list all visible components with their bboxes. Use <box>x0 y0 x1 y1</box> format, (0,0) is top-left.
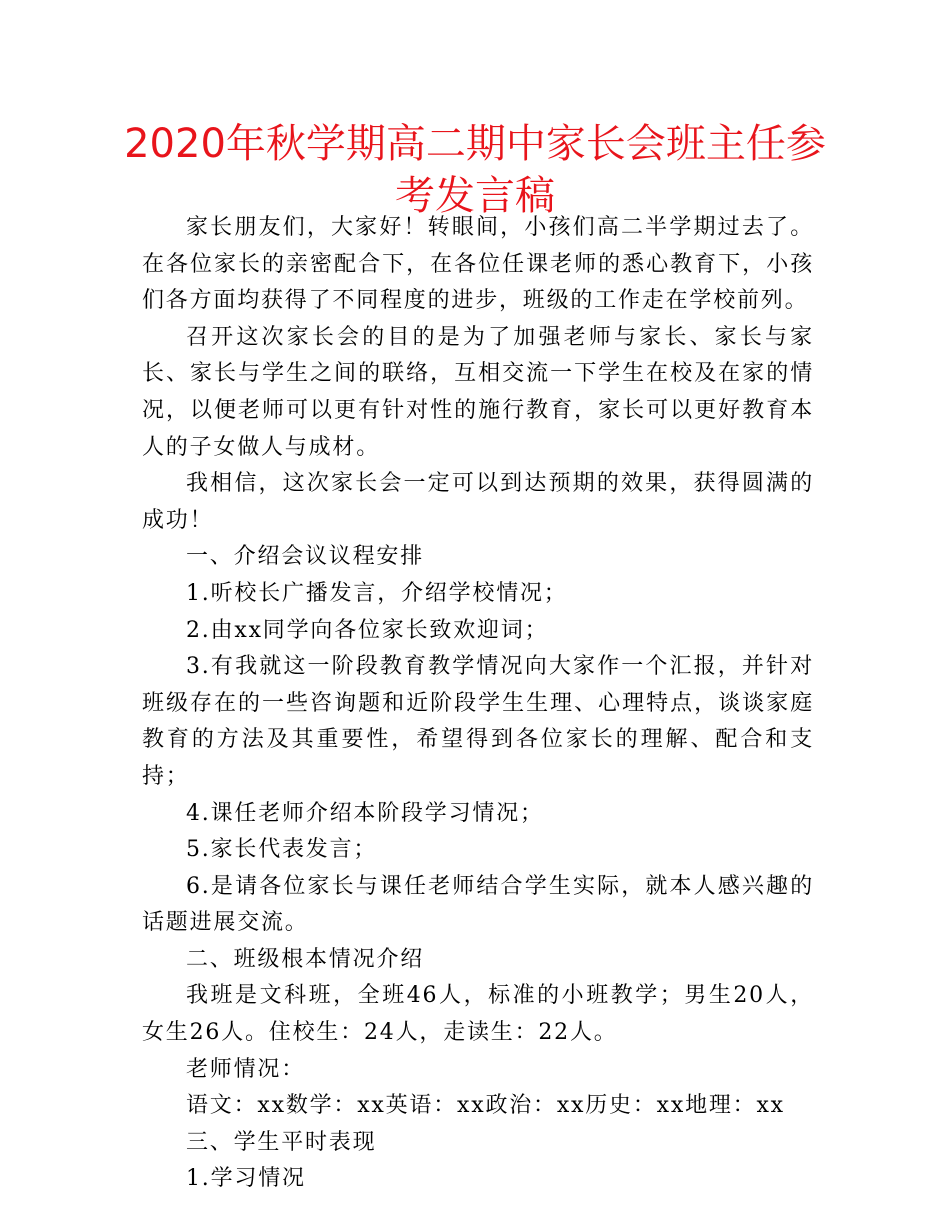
document-body <box>142 210 814 1198</box>
section-heading-class-info: 二、班级根本情况介绍 <box>186 946 425 972</box>
subsection-heading-study: 1.学习情况 <box>186 1166 306 1192</box>
section-heading-agenda: 一、介绍会议议程安排 <box>186 544 425 570</box>
agenda-item: 3.有我就这一阶段教育教学情况向大家作一个汇报，并针对班级存在的一些咨询题和近阶段学生生理、心理特点，谈谈家庭教育的方法及其重要性，希望得到各位家长的理解、配合和支持； <box>142 654 814 789</box>
paragraph-belief: 我相信，这次家长会一定可以到达预期的效果，获得圆满的成功！ <box>142 471 814 533</box>
paragraph-class-stats: 我班是文科班，全班46人，标准的小班教学；男生20人，女生26人。住校生：24人，走读生：22人。 <box>142 983 814 1046</box>
agenda-item: 5.家长代表发言； <box>186 837 378 863</box>
agenda-item: 1.听校长广播发言，介绍学校情况； <box>186 580 568 606</box>
paragraph-teachers-list: 语文：xx数学：xx英语：xx政治：xx历史：xx地理：xx <box>186 1093 785 1119</box>
agenda-item: 2.由xx同学向各位家长致欢迎词； <box>186 617 549 643</box>
paragraph-greeting: 家长朋友们，大家好！转眼间，小孩们高二半学期过去了。在各位家长的亲密配合下，在各位任课老师的悉心教育下，小孩们各方面均获得了不同程度的进步，班级的工作走在学校前列。 <box>142 215 814 314</box>
agenda-item: 4.课任老师介绍本阶段学习情况； <box>186 800 544 826</box>
document-title: 2020年秋学期高二期中家长会班主任参考发言稿 <box>124 121 826 219</box>
section-heading-performance: 三、学生平时表现 <box>186 1129 377 1155</box>
paragraph-purpose: 召开这次家长会的目的是为了加强老师与家长、家长与家长、家长与学生之间的联络，互相交流一下学生在校及在家的情况，以便老师可以更有针对性的施行教育，家长可以更好教育本人的子女做人与成材。 <box>142 324 814 460</box>
paragraph-teachers-label: 老师情况： <box>186 1056 306 1082</box>
agenda-item: 6.是请各位家长与课任老师结合学生实际，就本人感兴趣的话题进展交流。 <box>142 873 814 936</box>
